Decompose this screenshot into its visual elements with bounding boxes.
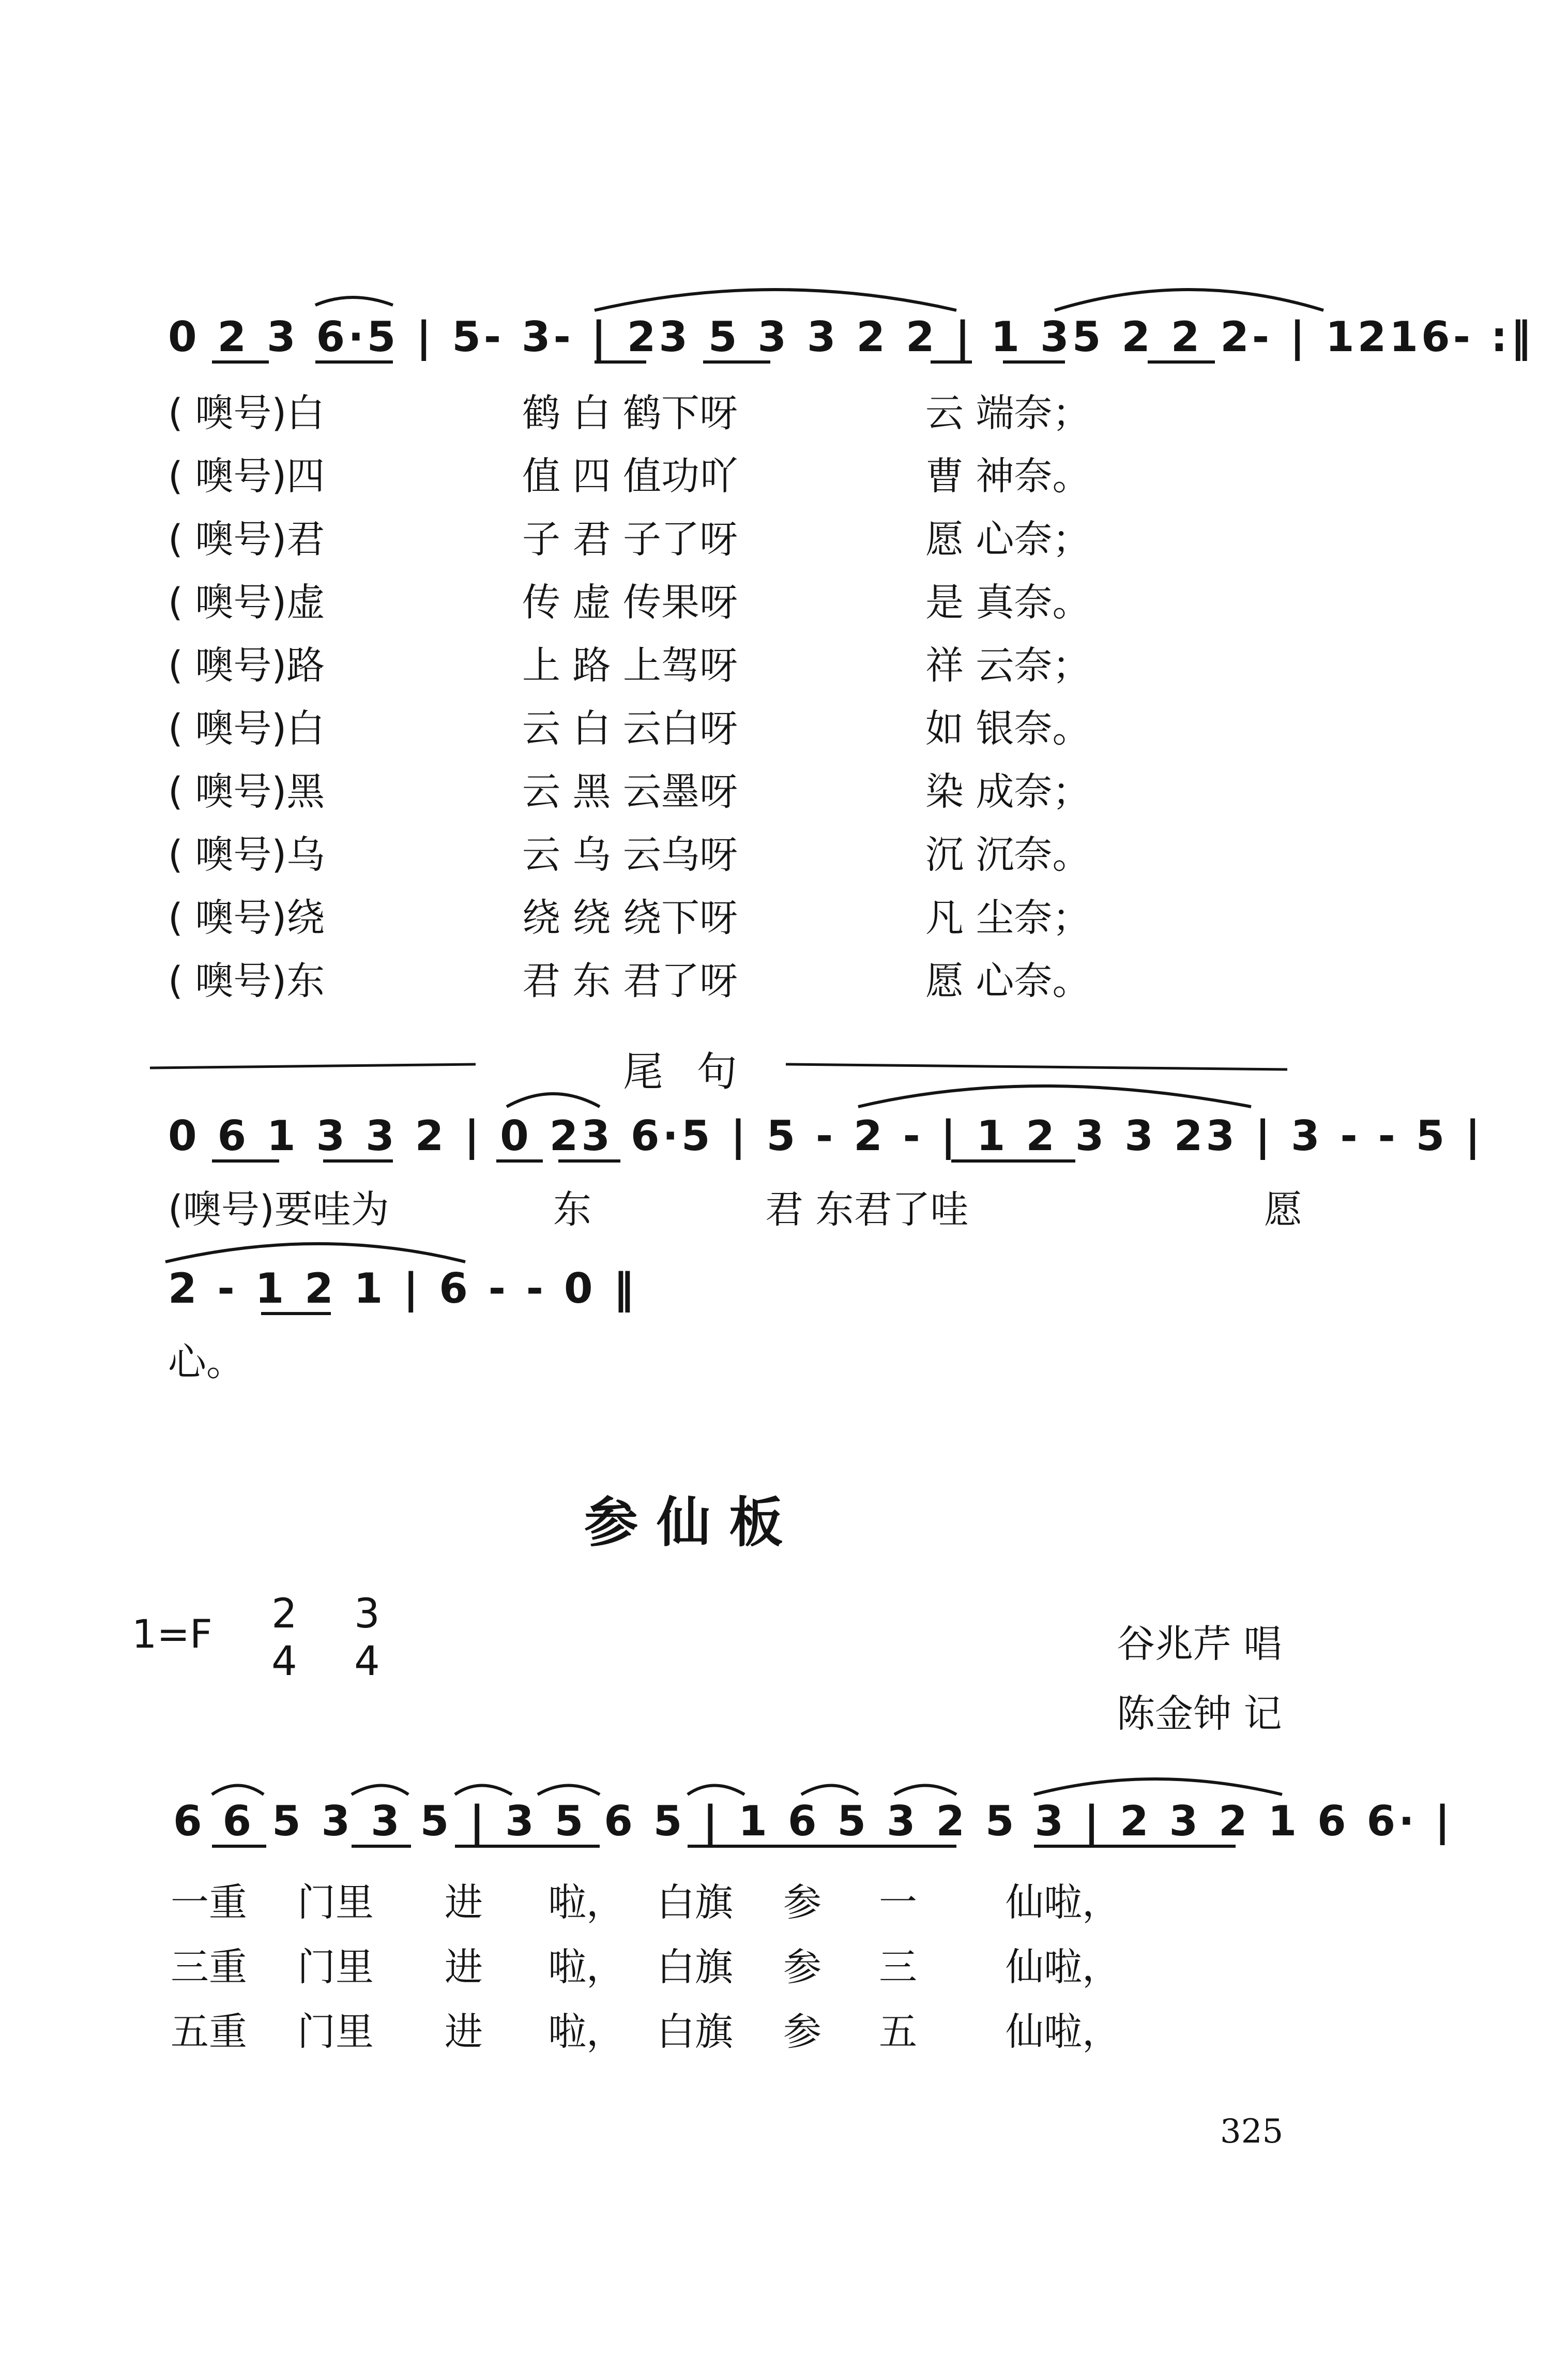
lyric-row: 云 黑 云墨呀 — [522, 770, 738, 814]
lyric-cell: 白旗 — [657, 1945, 733, 1989]
slur — [894, 1786, 956, 1795]
lyric-cell: 白旗 — [657, 2010, 733, 2054]
song-title: 参 仙 板 — [584, 1491, 783, 1554]
slur — [1055, 290, 1323, 310]
time-signature-denominator: 4 — [271, 1638, 297, 1685]
time-signature-numerator: 2 — [271, 1591, 297, 1637]
lyric-row: 染 成奈； — [925, 770, 1091, 814]
lyric-row: ( 噢号)绕 — [168, 896, 325, 940]
lyric-row: 愿 心奈。 — [925, 959, 1091, 1003]
lyric-row: ( 噢号)白 — [168, 706, 325, 751]
notation-line-section1: 0 2 3 6·5 | 5- 3- | 23 5 3 3 2 2 | 1 35 2 2 2- | 1216- :‖ — [168, 313, 1534, 361]
lyric-row: 值 四 值功吖 — [522, 454, 738, 499]
lyric-cell: 进 — [445, 1945, 483, 1989]
lyric-row: 上 路 上驾呀 — [522, 643, 738, 688]
slur — [538, 1786, 600, 1795]
slur — [352, 1786, 408, 1795]
lyric-row: 云 白 云白呀 — [522, 706, 738, 751]
coda-lyric: 愿 — [1264, 1187, 1302, 1232]
notation-line-coda-2: 2 - 1 2 1 | 6 - - 0 ‖ — [168, 1264, 637, 1313]
lyric-row: ( 噢号)黑 — [168, 770, 325, 814]
lyric-cell: 参 — [783, 1945, 821, 1989]
time-signature-denominator: 4 — [354, 1638, 380, 1685]
lyric-cell: 三重 — [171, 1945, 247, 1989]
lyric-cell: 仙啦， — [1006, 1880, 1120, 1925]
lyric-row: 曹 神奈。 — [925, 454, 1091, 499]
lyric-cell: 啦， — [548, 2010, 625, 2054]
lyric-row: ( 噢号)乌 — [168, 833, 325, 877]
slur — [507, 1094, 600, 1107]
key-signature: 1=F — [132, 1611, 212, 1657]
coda-heading: 尾 句 — [623, 1049, 748, 1095]
lyric-row: 沉 沉奈。 — [925, 833, 1091, 877]
slur — [455, 1786, 512, 1795]
lyric-row: 传 虚 传果呀 — [522, 580, 738, 625]
lyric-row: 云 乌 云乌呀 — [522, 833, 738, 877]
lyric-cell: 参 — [783, 2010, 821, 2054]
coda-lyric: 心。 — [168, 1340, 245, 1384]
slur — [595, 290, 956, 310]
lyric-row: 绕 绕 绕下呀 — [522, 896, 738, 940]
lyric-cell: 门里 — [297, 2010, 374, 2054]
lyric-cell: 白旗 — [657, 1880, 733, 1925]
lyric-row: 如 银奈。 — [925, 706, 1091, 751]
lyric-row: 祥 云奈； — [925, 643, 1091, 688]
slur — [315, 297, 393, 305]
lyric-cell: 门里 — [297, 1880, 374, 1925]
time-signature-numerator: 3 — [354, 1591, 380, 1637]
lyric-cell: 进 — [445, 1880, 483, 1925]
heading-rule — [786, 1064, 1287, 1069]
coda-lyric: 君 东君了哇 — [765, 1187, 969, 1232]
coda-lyric: (噢号)要哇为 — [168, 1187, 389, 1232]
lyric-cell: 一 — [879, 1880, 917, 1925]
slur — [165, 1244, 465, 1262]
lyric-cell: 一重 — [171, 1880, 247, 1925]
slur — [688, 1786, 744, 1795]
slur — [801, 1786, 858, 1795]
lyric-cell: 三 — [879, 1945, 917, 1989]
page-number: 325 — [1220, 2113, 1284, 2151]
lyric-cell: 五 — [879, 2010, 917, 2054]
notation-line-coda-1: 0 6 1 3 3 2 | 0 23 6·5 | 5 - 2 - | 1 2 3 3 23 | 3 - - 5 | — [168, 1112, 1484, 1160]
slur — [858, 1086, 1251, 1107]
singer-credit: 谷兆芹 唱 — [1117, 1622, 1282, 1666]
notation-line-song2: 6 6 5 3 3 5 | 3 5 6 5 | 1 6 5 3 2 5 3 | 2 3 2 1 6 6· | — [173, 1797, 1453, 1845]
lyric-row: ( 噢号)东 — [168, 959, 325, 1003]
lyric-row: ( 噢号)路 — [168, 643, 325, 688]
lyric-cell: 参 — [783, 1880, 821, 1925]
lyric-row: ( 噢号)四 — [168, 454, 325, 499]
lyric-cell: 进 — [445, 2010, 483, 2054]
lyric-cell: 仙啦， — [1006, 1945, 1120, 1989]
lyric-row: ( 噢号)白 — [168, 391, 325, 435]
lyric-row: 鹤 白 鹤下呀 — [522, 391, 738, 435]
slur — [1034, 1779, 1282, 1794]
coda-lyric: 东 — [553, 1187, 591, 1232]
lyric-cell: 门里 — [297, 1945, 374, 1989]
lyric-row: 凡 尘奈； — [925, 896, 1091, 940]
lyric-row: ( 噢号)虚 — [168, 580, 325, 625]
lyric-row: ( 噢号)君 — [168, 517, 325, 562]
lyric-cell: 啦， — [548, 1880, 625, 1925]
lyric-row: 子 君 子了呀 — [522, 517, 738, 562]
lyric-row: 愿 心奈； — [925, 517, 1091, 562]
heading-rule — [150, 1064, 476, 1068]
recorder-credit: 陈金钟 记 — [1117, 1692, 1282, 1736]
lyric-row: 云 端奈； — [925, 391, 1091, 435]
slur — [212, 1786, 264, 1795]
lyric-cell: 啦， — [548, 1945, 625, 1989]
lyric-cell: 五重 — [171, 2010, 247, 2054]
lyric-row: 是 真奈。 — [925, 580, 1091, 625]
lyric-row: 君 东 君了呀 — [522, 959, 738, 1003]
lyric-cell: 仙啦， — [1006, 2010, 1120, 2054]
